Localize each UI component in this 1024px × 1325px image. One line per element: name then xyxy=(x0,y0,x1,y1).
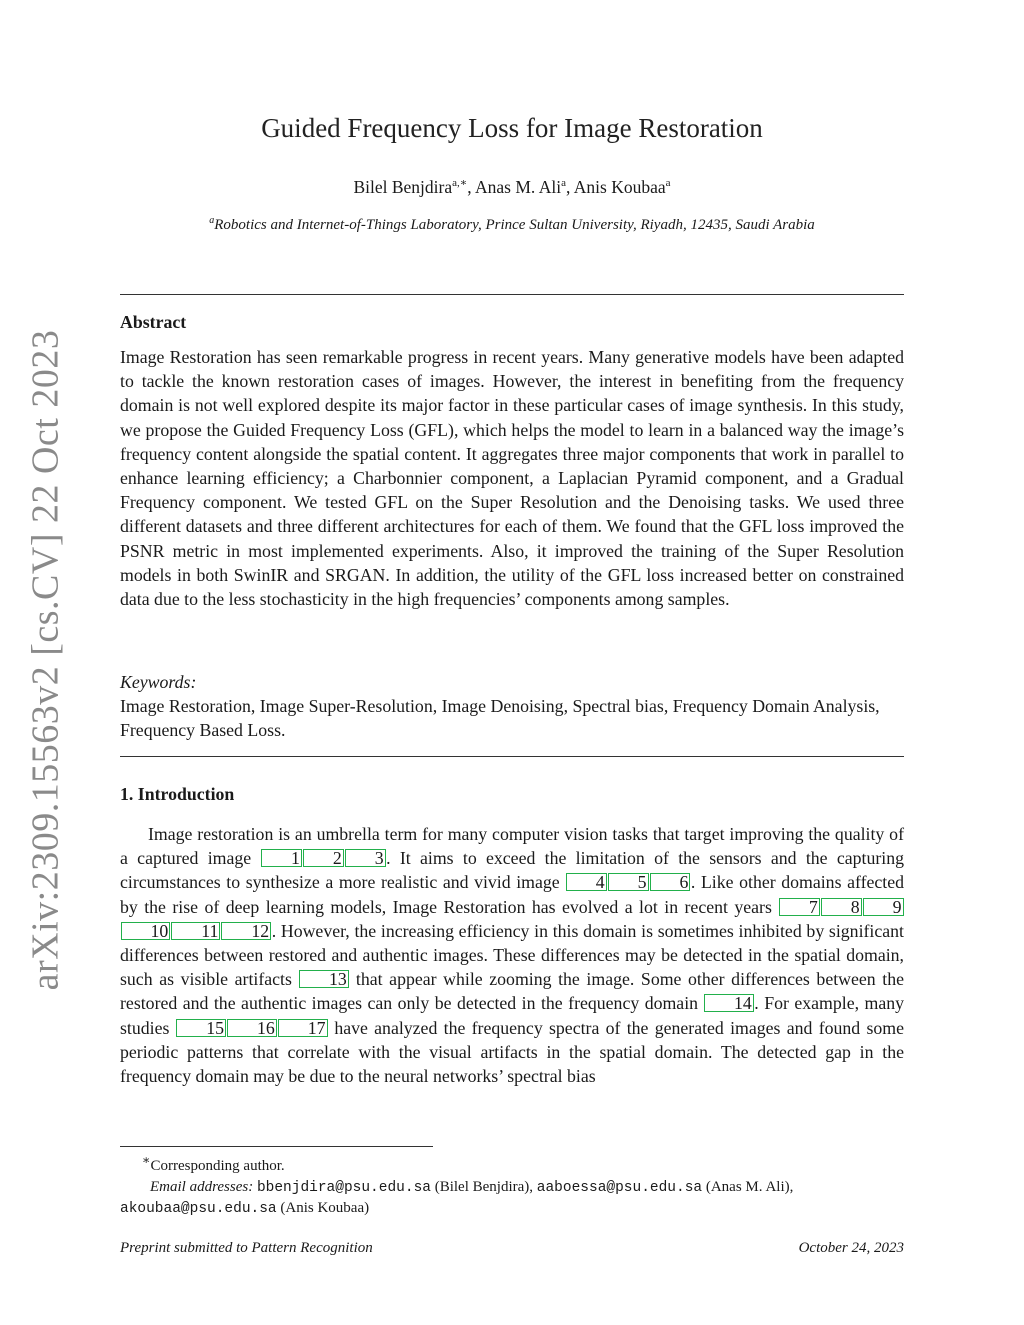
citation-link[interactable]: 12 xyxy=(221,922,271,940)
intro-text: . For example, many studies xyxy=(120,993,904,1038)
affiliation xyxy=(0,215,1024,234)
footer-journal: Preprint submitted to Pattern Recognition xyxy=(120,1240,373,1256)
citation-link[interactable]: 4 xyxy=(566,873,607,891)
footer-date: October 24, 2023 xyxy=(798,1240,904,1256)
keywords-label: Keywords: xyxy=(120,672,197,692)
paper-title: Guided Frequency Loss for Image Restoration xyxy=(261,113,763,143)
intro-paragraph xyxy=(120,822,904,1088)
affiliation-sup: a xyxy=(209,215,215,226)
email-owner: (Anis Koubaa) xyxy=(280,1200,370,1216)
citation-link[interactable]: 3 xyxy=(345,849,386,867)
author-name: Bilel Benjdira xyxy=(353,176,453,197)
arxiv-stamp xyxy=(20,329,70,991)
abstract-heading: Abstract xyxy=(120,312,187,332)
email-link[interactable]: akoubaa@psu.edu.sa xyxy=(120,1201,277,1217)
intro-heading: 1. Introduction xyxy=(120,784,235,804)
intro-text: . However, the increasing efficiency in this domain is sometimes inhibited by significant differences between restored and authentic images. These differences may be detected in the spatial domain, such as visible artifacts xyxy=(120,920,904,990)
author-sup: a xyxy=(561,177,566,189)
email-owner: (Anas M. Ali), xyxy=(705,1178,794,1195)
author-list: Bilel Benjdira$^{a,∗}$, Anas M. Ali$^a$, Anis Koubaa$^a$ xyxy=(353,176,671,197)
citation-link[interactable]: 17 xyxy=(278,1019,328,1037)
citation-link[interactable]: 15 xyxy=(176,1019,226,1037)
citation-link[interactable]: 5 xyxy=(608,873,649,891)
arxiv-id: arXiv:2309.15563v2 [cs.CV] 22 Oct 2023 xyxy=(24,329,67,991)
author-sup: a xyxy=(665,177,671,189)
keywords-text: Image Restoration, Image Super-Resolution, Image Denoising, Spectral bias, Frequency Domain Analysis, Frequency Based Loss. xyxy=(120,696,880,741)
citation-link[interactable]: 7 xyxy=(779,898,820,916)
citation-link[interactable]: 13 xyxy=(299,970,349,988)
intro-text: . It aims to exceed the limitation of the sensors and the capturing circumstances to synthesize a more realistic and vivid image xyxy=(120,848,905,893)
footnote-emails-cont xyxy=(120,1198,904,1220)
intro-text: . Like other domains affected by the rise of deep learning models, Image Restoration has evolved a lot in recent years xyxy=(120,872,904,917)
citation-link[interactable]: 2 xyxy=(303,849,344,867)
citation-link[interactable]: 16 xyxy=(227,1019,277,1037)
author-name: Anis Koubaa xyxy=(573,176,666,197)
footnotes xyxy=(120,1150,904,1220)
footnote-text: Corresponding author. xyxy=(150,1158,285,1174)
citation-link[interactable]: 6 xyxy=(650,873,691,891)
intro-text: that appear while zooming the image. Some other differences between the restored and the authentic images can only be detected in the frequency domain xyxy=(120,969,904,1014)
citation-link[interactable]: 11 xyxy=(171,922,220,940)
citation-link[interactable]: 8 xyxy=(821,898,862,916)
email-link[interactable]: aaboessa@psu.edu.sa xyxy=(536,1179,703,1196)
footnote-mark: ∗ xyxy=(142,1153,151,1167)
email-label: Email addresses: xyxy=(150,1178,254,1195)
intro-text: have analyzed the frequency spectra of the generated images and found some periodic patterns that correlate with the visual artifacts in the spatial domain. The detected gap in the frequency domain may be due to the neural networks’ spectral bias xyxy=(120,1017,905,1087)
affiliation-text: Robotics and Internet-of-Things Laboratory, Prince Sultan University, Riyadh, 12435, Saudi Arabia xyxy=(214,217,815,233)
citation-link[interactable]: 1 xyxy=(261,849,302,867)
email-owner: (Bilel Benjdira), xyxy=(434,1178,534,1195)
author-name: Anas M. Ali xyxy=(475,176,562,197)
footnote-rule xyxy=(120,1146,433,1147)
citation-link[interactable]: 9 xyxy=(863,898,904,916)
citation-link[interactable]: 10 xyxy=(121,922,171,940)
citation-link[interactable]: 14 xyxy=(704,994,754,1012)
bottom-rule xyxy=(120,756,904,757)
email-link[interactable]: bbenjdira@psu.edu.sa xyxy=(256,1179,431,1196)
intro-text: Image restoration is an umbrella term for many computer vision tasks that target improving the quality of a captured image xyxy=(120,824,904,869)
abstract-body: Image Restoration has seen remarkable progress in recent years. Many generative models have been adapted to tackle the known restoration cases of images. However, the interest in benefiting from the frequency domain is not well explored despite its major factor in these particular cases of image synthesis. In this study, we propose the Guided Frequency Loss (GFL), which helps the model to learn in a balanced way the image’s frequency content alongside the spatial content. It aggregates three major components that work in parallel to enhance learning efficiency; a Charbonnier component, a Laplacian Pyramid component, and a Gradual Frequency component. We tested GFL on the Super Resolution and the Denoising tasks. We used three different datasets and three different architectures for each of them. We found that the GFL loss improved the PSNR metric in most implemented experiments. Also, it improved the training of the Super Resolution models in both SwinIR and SRGAN. In addition, the utility of the GFL loss increased better on constrained data due to the less stochasticity in the high frequencies’ components among samples. xyxy=(120,347,904,610)
footnote-corresponding xyxy=(120,1150,904,1177)
author-sup: a,∗ xyxy=(452,177,468,189)
footnote-emails xyxy=(120,1177,904,1199)
top-rule xyxy=(120,294,904,295)
